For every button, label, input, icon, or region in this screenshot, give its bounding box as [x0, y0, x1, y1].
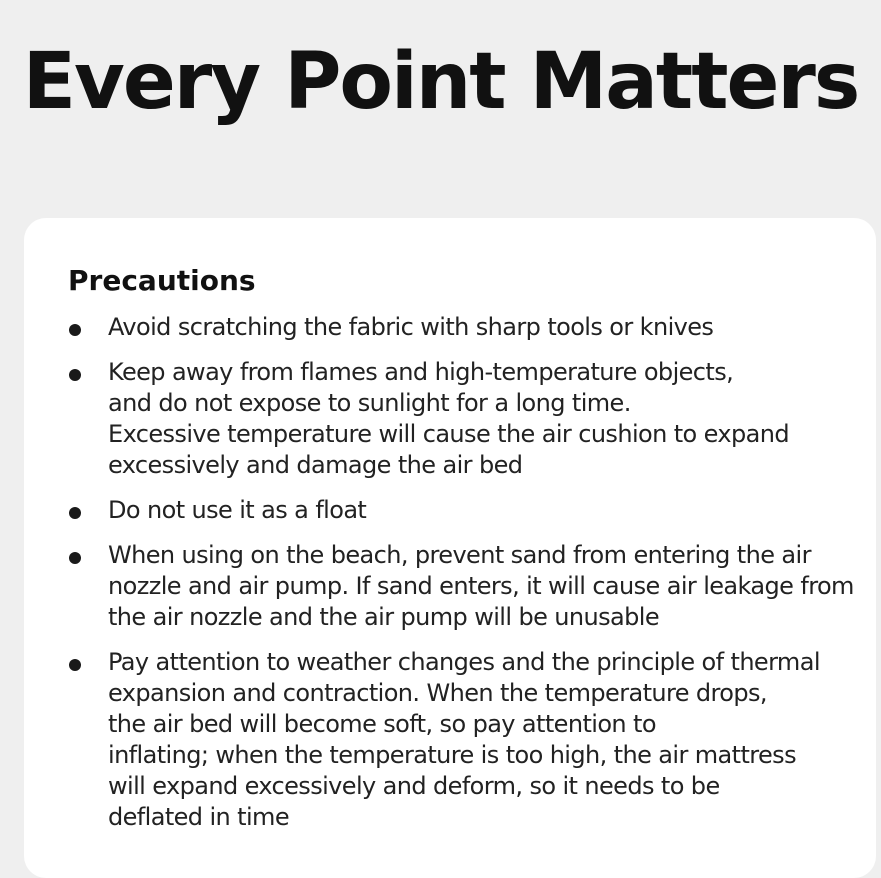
bullet-icon [69, 659, 81, 671]
list-item-line: Avoid scratching the fabric with sharp tools or knives [108, 312, 714, 341]
list-item [68, 312, 856, 343]
list-item-line: will expand excessively and deform, so it needs to be [108, 771, 720, 800]
list-item-line: and do not expose to sunlight for a long time. [108, 388, 631, 417]
list-item [68, 357, 856, 481]
bullet-icon [69, 324, 81, 336]
section-title: Precautions [68, 264, 256, 297]
list-item-line: the air bed will become soft, so pay attention to [108, 709, 656, 738]
list-item-line: deflated in time [108, 802, 289, 831]
list-item [68, 540, 856, 633]
bullet-icon [69, 507, 81, 519]
list-item-line: Pay attention to weather changes and the principle of thermal [108, 647, 820, 676]
list-item [68, 495, 856, 526]
list-item-line: expansion and contraction. When the temperature drops, [108, 678, 767, 707]
list-item-line: inflating; when the temperature is too high, the air mattress [108, 740, 796, 769]
list-item-line: Do not use it as a float [108, 495, 367, 524]
list-item-line: excessively and damage the air bed [108, 450, 523, 479]
list-item-line: the air nozzle and the air pump will be unusable [108, 602, 659, 631]
bullet-icon [69, 552, 81, 564]
list-item-line: Keep away from flames and high-temperature objects, [108, 357, 734, 386]
precautions-list [68, 312, 856, 833]
list-item-line: nozzle and air pump. If sand enters, it will cause air leakage from [108, 571, 854, 600]
list-item-line: When using on the beach, prevent sand from entering the air [108, 540, 811, 569]
list-item-line: Excessive temperature will cause the air cushion to expand [108, 419, 789, 448]
page-headline: Every Point Matters [22, 37, 859, 127]
bullet-icon [69, 369, 81, 381]
precautions-card [24, 218, 876, 878]
list-item [68, 647, 856, 833]
